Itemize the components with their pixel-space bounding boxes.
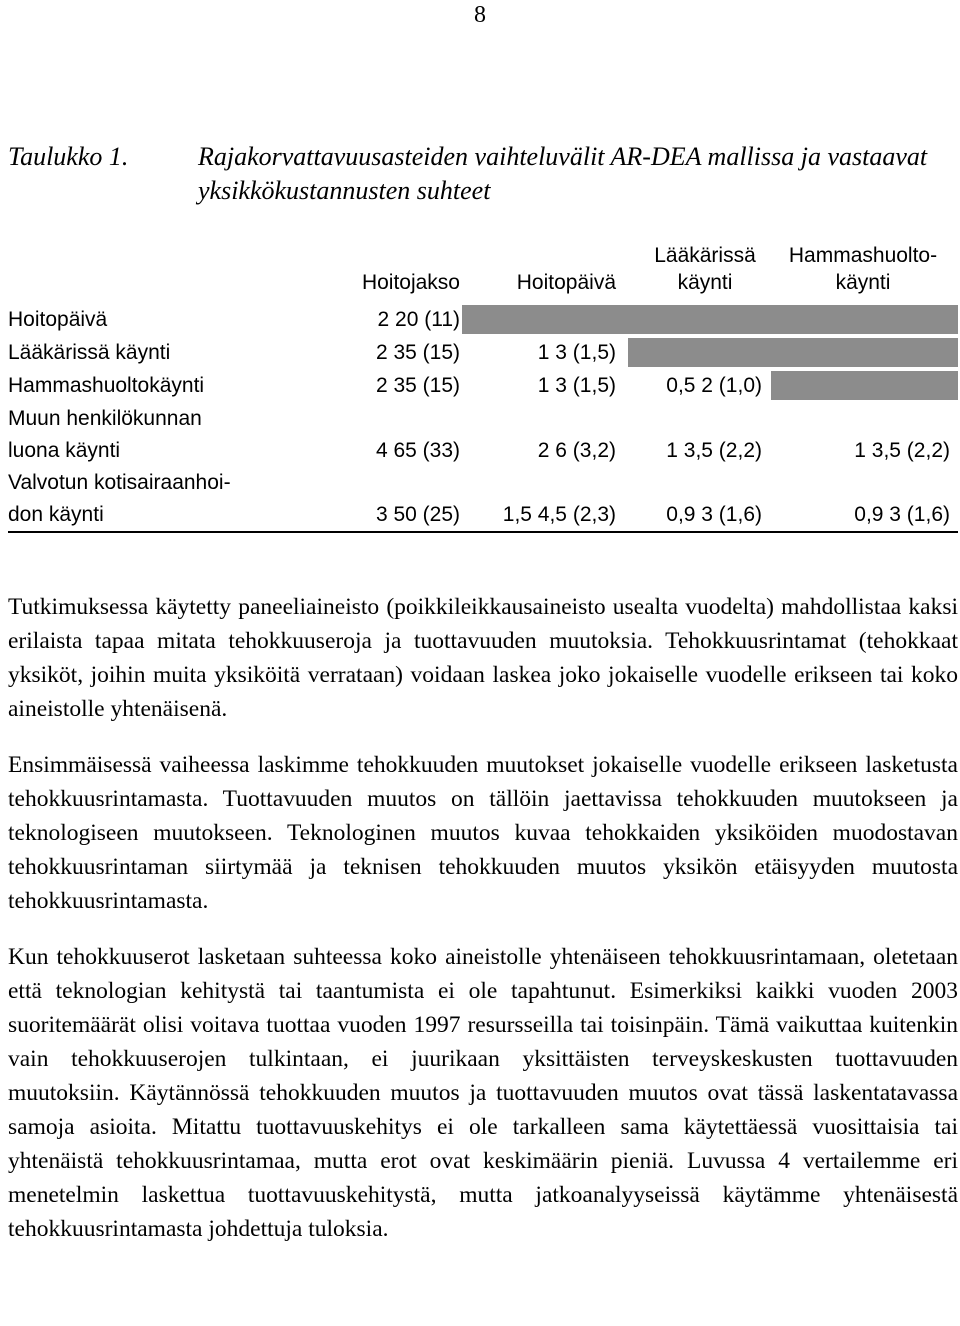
col-header-laakarissa-line2: käynti xyxy=(677,271,733,294)
caption-label: Taulukko 1. xyxy=(8,142,129,171)
col-header-hoitojakso: Hoitojakso xyxy=(361,271,460,294)
col-header-hammashuolto-line1: Hammashuolto- xyxy=(788,244,938,267)
col-header-hammashuolto-line2: käynti xyxy=(835,271,891,294)
row-label: Valvotun kotisairaanhoi- xyxy=(8,471,231,494)
row-label: Hoitopäivä xyxy=(8,308,108,331)
row-label: don käynti xyxy=(8,503,104,526)
row-label: Hammashuoltokäynti xyxy=(8,374,205,397)
col-header-hoitopaiva: Hoitopäivä xyxy=(516,271,616,294)
paragraph: Kun tehokkuuserot lasketaan suhteessa koko aineistolle yhtenäiseen tehokkuusrintamaan, oletetaan että teknologian kehitystä tai taantumista ei ole tapahtunut. Esimerkiksi kaikki vuoden 2003 suoritemäärät olisi voitava tuottaa vuoden 1997 resursseilla tai toisinpäin. Tämä vaikuttaa kuitenkin vain tehokkuuserojen tulkintaan, ei juurikaan yksittäisten terveyskeskusten tuottavuuden muutoksiin. Käytännössä tehokkuuden muutos ja tuottavuuden muutos ovat tässä laskentatavassa samoja asioita. Mitattu tuottavuuskehitys ei ole tarkalleen sama käytettäessä vuosittaisia tai yhtenäistä tehokkuusrintamaa, mutta erot ovat keskimäärin pieniä. Luvussa 4 vertailemme eri menetelmin laskettua tuottavuuskehitystä, mutta jatkoanalyyseissä käytämme yhtenäisestä tehokkuusrintamasta johdettuja tuloksia. xyxy=(8,944,958,1242)
table-cell: 1 3 (1,5) xyxy=(537,374,616,397)
table-bottom-rule xyxy=(8,531,958,533)
shaded-cell xyxy=(462,305,958,334)
table-cell: 2 35 (15) xyxy=(375,341,460,364)
col-header-laakarissa-line1: Lääkärissä xyxy=(654,244,756,267)
row-label: Lääkärissä käynti xyxy=(8,341,171,364)
table-cell: 1 3,5 (2,2) xyxy=(666,439,762,462)
paragraph: Tutkimuksessa käytetty paneeliaineisto (poikkileikkausaineisto usealta vuodelta) mahdollistaa kaksi erilaista tapaa mitata tehokkuuseroja ja tuottavuuden muutoksia. Tehokkuusrintamat (tehokkaat yksiköt, joihin muita yksiköitä verrataan) voidaan laskea joko jokaiselle vuodelle erikseen tai koko aineistolle yhtenäisenä. xyxy=(8,594,958,722)
table-cell: 1,5 4,5 (2,3) xyxy=(502,503,616,526)
range-table xyxy=(8,235,958,530)
table-cell: 2 6 (3,2) xyxy=(537,439,616,462)
table-cell: 2 20 (11) xyxy=(377,308,460,331)
page-number: 8 xyxy=(474,2,486,28)
table-cell: 0,5 2 (1,0) xyxy=(666,374,762,397)
caption-text: Rajakorvattavuusasteiden vaihteluvälit AR-DEA mallissa ja vastaavat yksikkökustannusten suhteet xyxy=(198,142,928,205)
body-text xyxy=(8,590,958,1268)
table-cell: 4 65 (33) xyxy=(375,439,460,462)
shaded-cell xyxy=(628,338,958,367)
table-cell: 1 3 (1,5) xyxy=(537,341,616,364)
table-cell: 0,9 3 (1,6) xyxy=(854,503,950,526)
row-label: luona käynti xyxy=(8,439,121,462)
table-cell: 3 50 (25) xyxy=(375,503,460,526)
table-cell: 2 35 (15) xyxy=(375,374,460,397)
table-cell: 0,9 3 (1,6) xyxy=(666,503,762,526)
table-cell: 1 3,5 (2,2) xyxy=(854,439,950,462)
shaded-cell xyxy=(771,371,958,400)
paragraph: Ensimmäisessä vaiheessa laskimme tehokkuuden muutokset jokaiselle vuodelle erikseen lasketusta tehokkuusrintamasta. Tuottavuuden muutos on tällöin jaettavissa tehokkuuden muutokseen ja teknologiseen muutokseen. Teknologinen muutos kuvaa tehokkaiden yksiköiden muodostavan tehokkuusrintaman siirtymää ja teknisen tehokkuuden muutos yksikön etäisyyden muutosta tehokkuusrintamasta. xyxy=(8,752,958,914)
row-label: Muun henkilökunnan xyxy=(8,407,202,430)
